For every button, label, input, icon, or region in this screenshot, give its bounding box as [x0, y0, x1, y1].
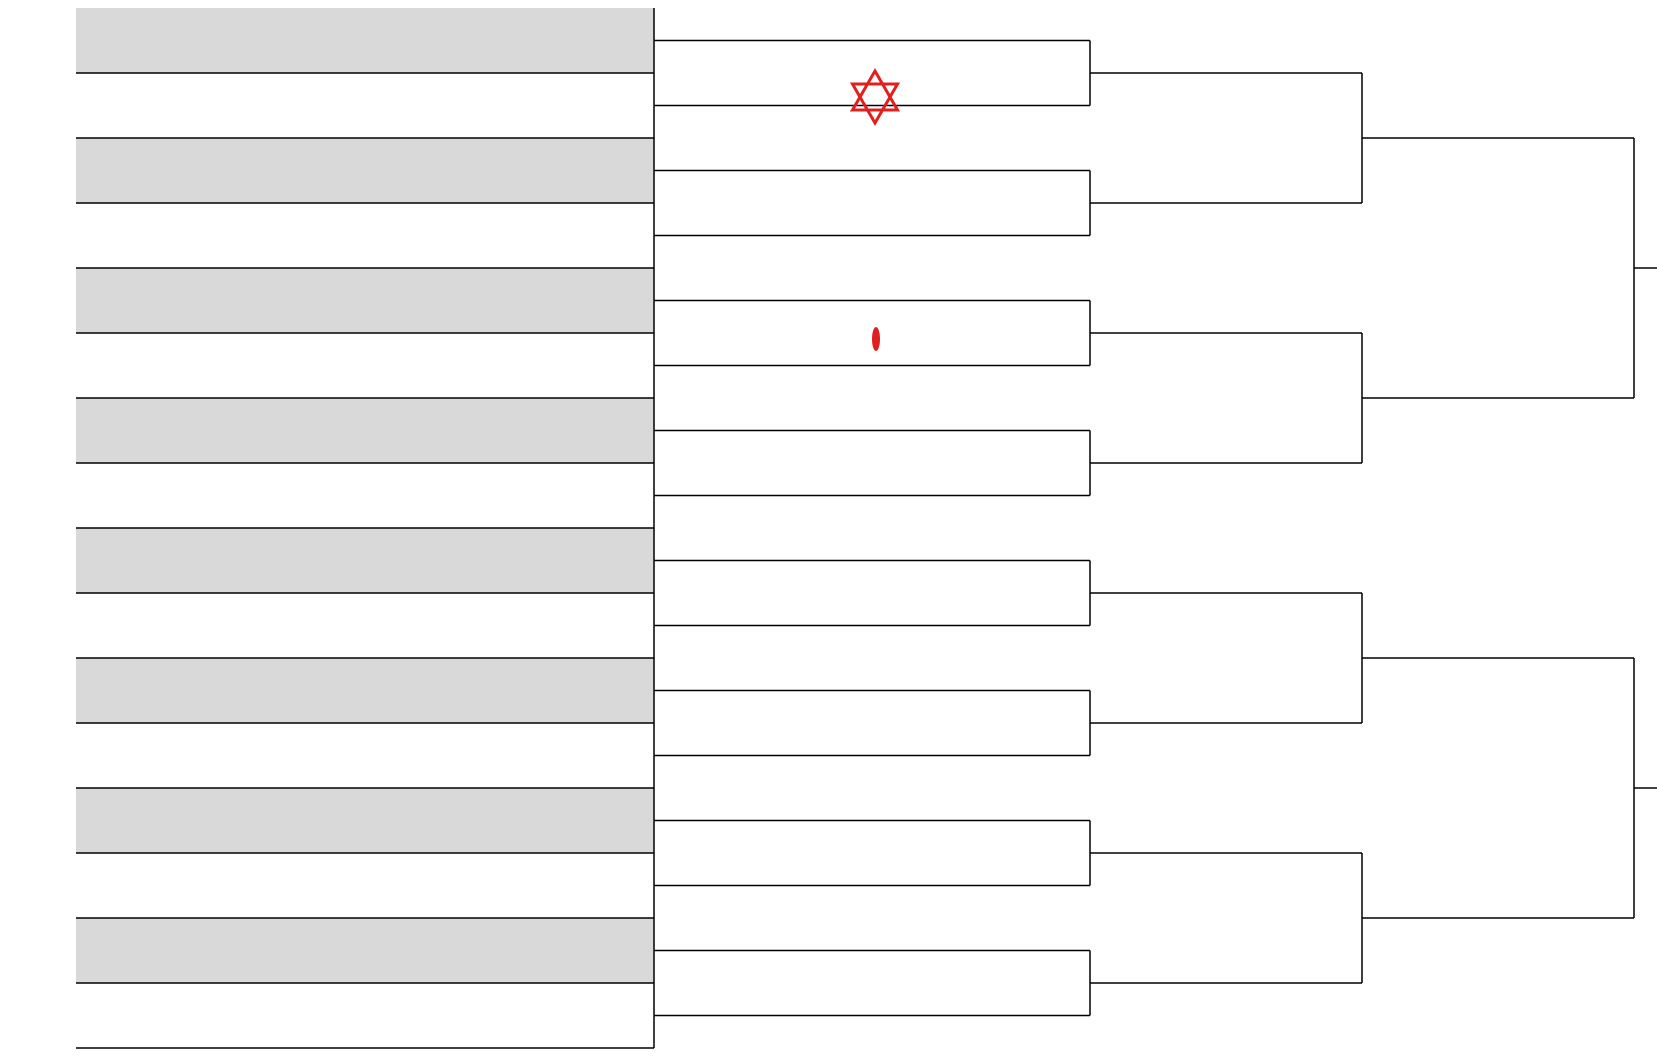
- red-mark: [872, 327, 880, 351]
- star-of-david-mark: [853, 71, 898, 110]
- star-of-david-mark: [853, 84, 898, 123]
